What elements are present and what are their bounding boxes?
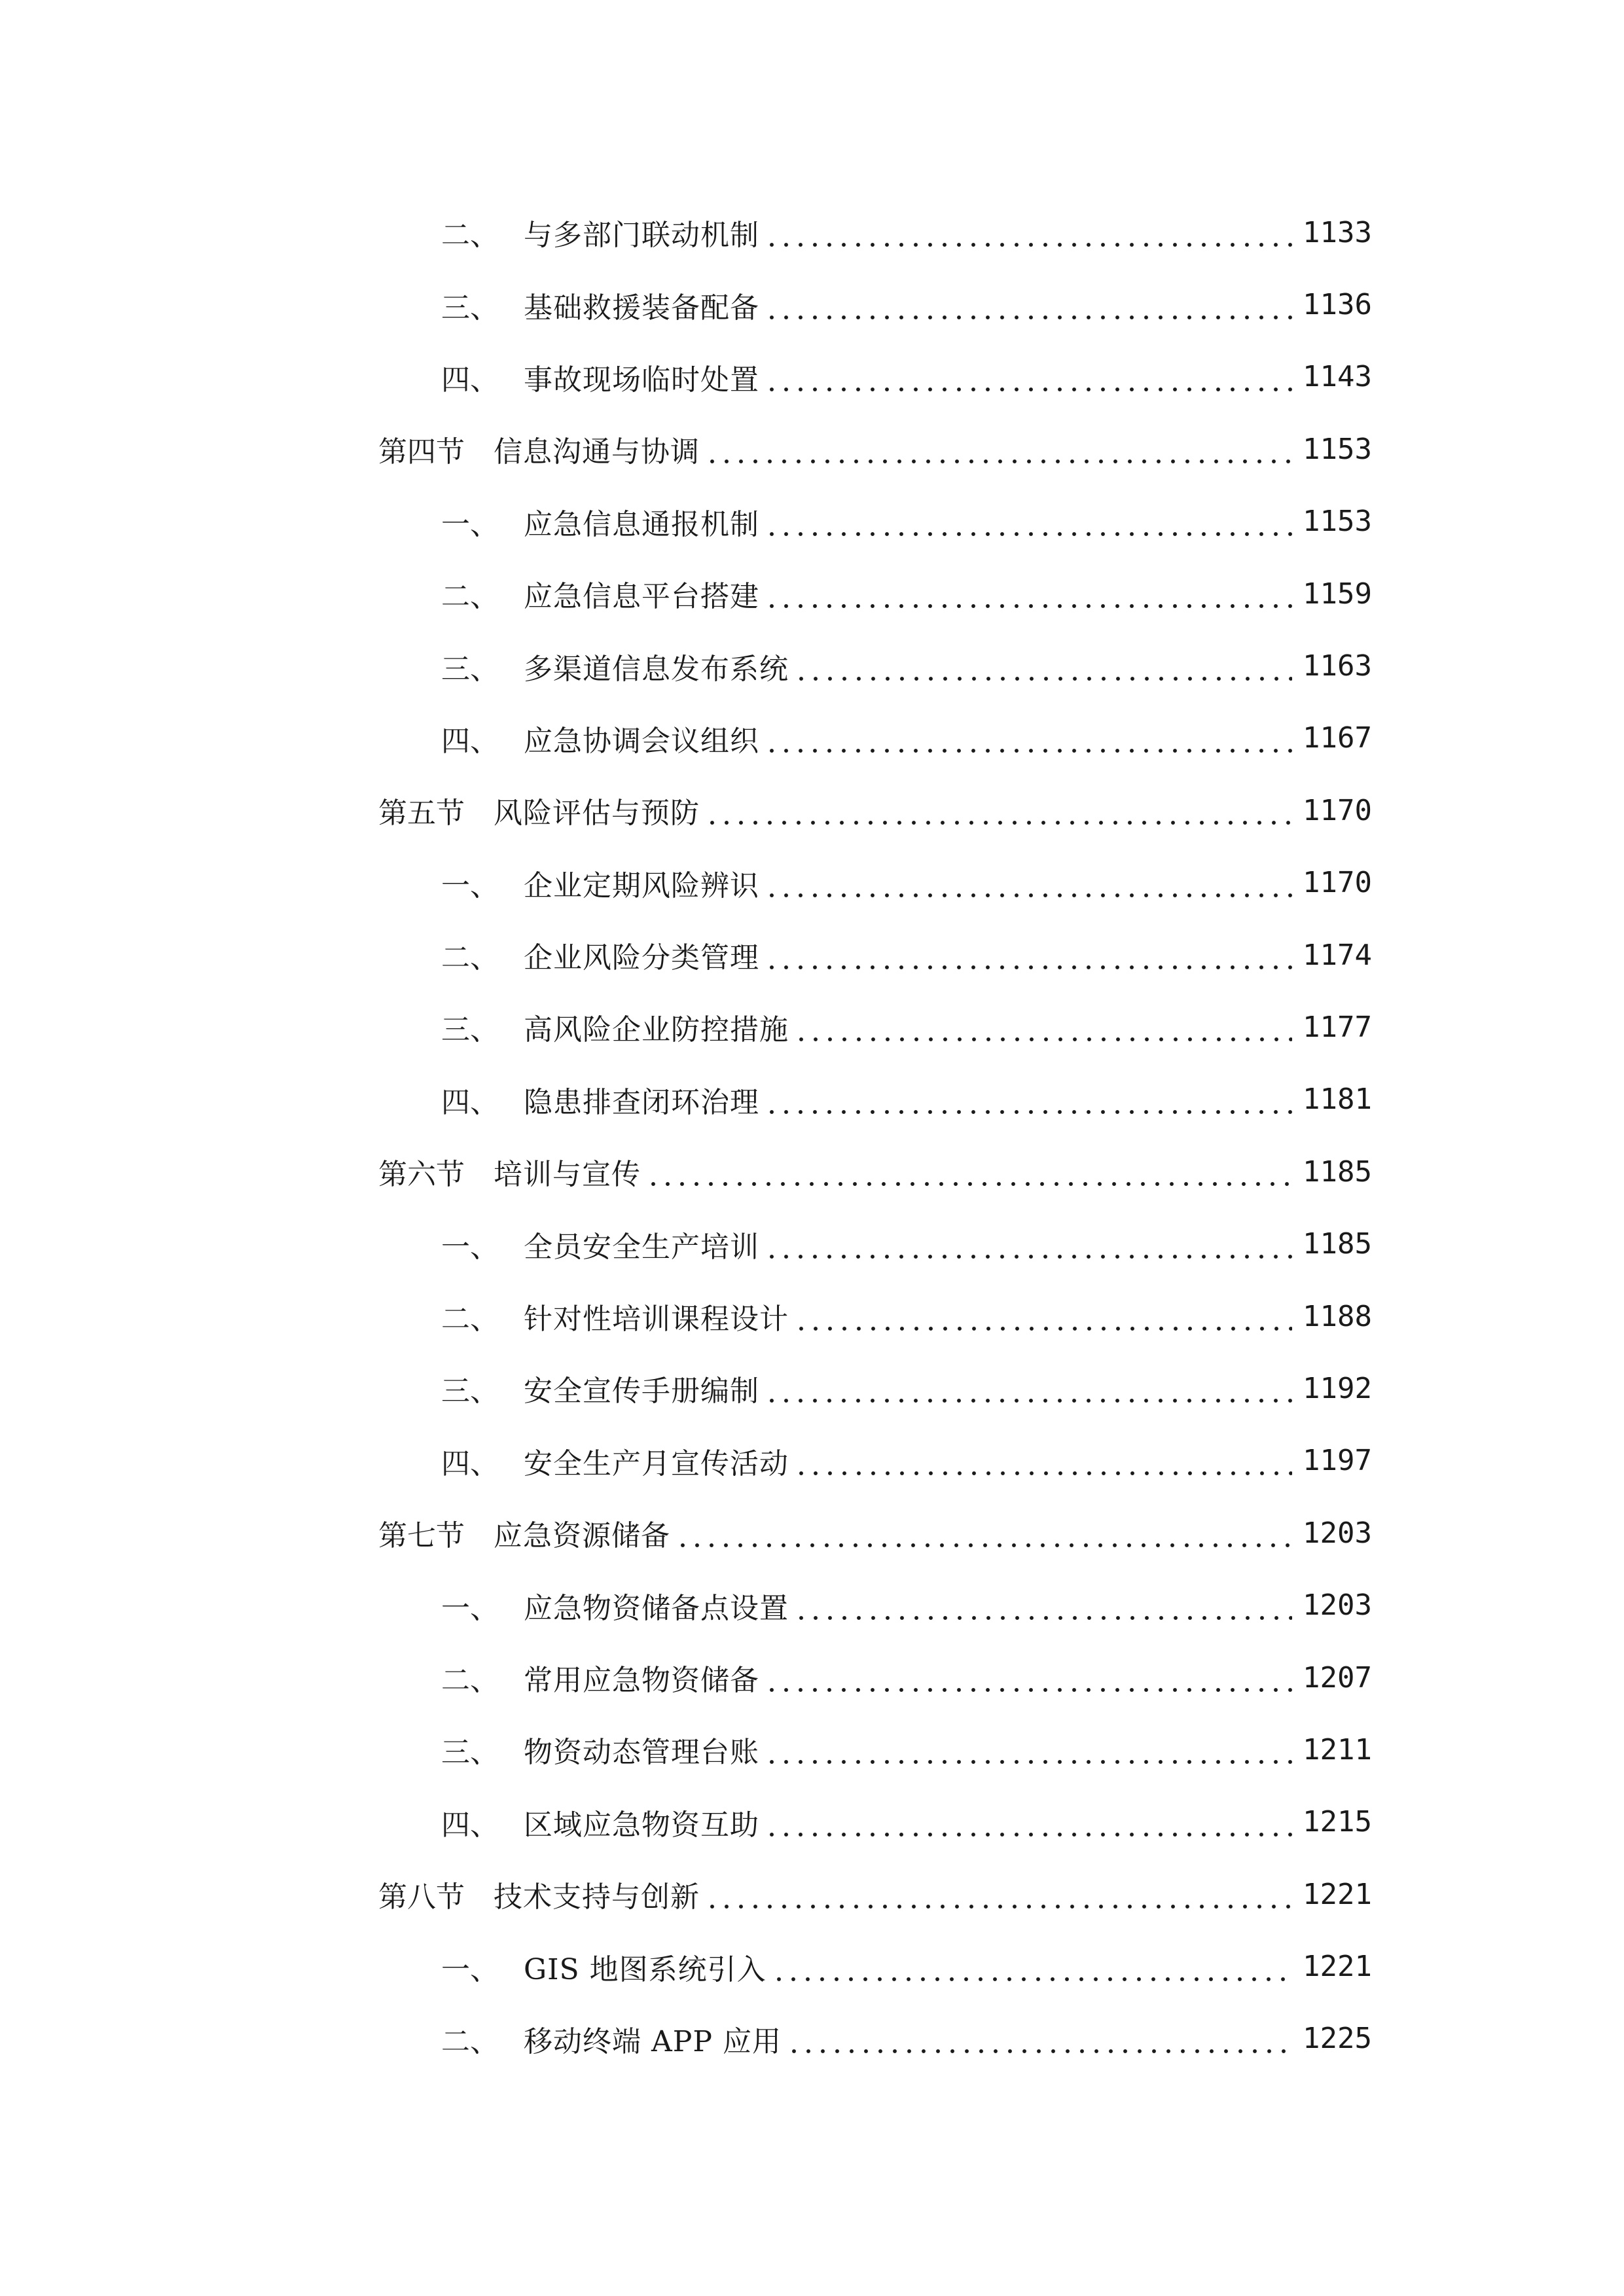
entry-title: 多渠道信息发布系统 xyxy=(524,652,789,686)
entry-number: 二、 xyxy=(441,941,499,975)
toc-entry[interactable] xyxy=(0,1280,1624,1352)
entry-number: 一、 xyxy=(441,1591,499,1625)
section-title: 应急资源储备 xyxy=(494,1519,670,1553)
toc-entry[interactable] xyxy=(0,702,1624,774)
entry-page-number: 1136 xyxy=(1303,288,1372,322)
toc-entry[interactable] xyxy=(0,1352,1624,1424)
toc-entry[interactable] xyxy=(0,558,1624,630)
dot-leader xyxy=(765,1663,1292,1692)
toc-entry[interactable] xyxy=(0,630,1624,702)
section-title: 风险评估与预防 xyxy=(494,797,700,831)
entry-number: 三、 xyxy=(441,1374,499,1408)
dot-leader xyxy=(765,724,1292,753)
entry-title: 事故现场临时处置 xyxy=(524,363,759,397)
entry-page-number: 1153 xyxy=(1303,432,1372,466)
dot-leader xyxy=(765,507,1292,536)
entry-title: 安全生产月宣传活动 xyxy=(524,1446,789,1480)
dot-leader xyxy=(646,1157,1292,1186)
entry-page-number: 1185 xyxy=(1303,1227,1372,1261)
entry-number: 一、 xyxy=(441,1952,499,1986)
entry-title: 企业风险分类管理 xyxy=(524,941,759,975)
dot-leader xyxy=(794,1591,1292,1620)
entry-page-number: 1177 xyxy=(1303,1010,1372,1044)
entry-number: 三、 xyxy=(441,1736,499,1770)
entry-page-number: 1181 xyxy=(1303,1083,1372,1117)
dot-leader xyxy=(765,291,1292,319)
entry-number: 一、 xyxy=(441,1230,499,1264)
entry-title: GIS 地图系统引入 xyxy=(524,1952,767,1986)
entry-page-number: 1221 xyxy=(1303,1950,1372,1984)
entry-title: 高风险企业防控措施 xyxy=(524,1013,789,1047)
entry-title: 基础救援装备配备 xyxy=(524,291,759,325)
dot-leader xyxy=(705,1880,1292,1909)
toc-section-entry[interactable] xyxy=(0,1136,1624,1208)
dot-leader xyxy=(765,869,1292,897)
dot-leader xyxy=(794,1013,1292,1041)
entry-number: 三、 xyxy=(441,652,499,686)
entry-page-number: 1167 xyxy=(1303,721,1372,755)
section-number: 第八节 xyxy=(378,1880,465,1914)
section-number: 第五节 xyxy=(378,797,465,831)
entry-number: 三、 xyxy=(441,1013,499,1047)
entry-title: 企业定期风险辨识 xyxy=(524,869,759,903)
toc-entry[interactable] xyxy=(0,1064,1624,1136)
entry-page-number: 1203 xyxy=(1303,1516,1372,1550)
dot-leader xyxy=(787,2024,1292,2053)
dot-leader xyxy=(765,1230,1292,1259)
toc-entry[interactable] xyxy=(0,341,1624,413)
entry-page-number: 1185 xyxy=(1303,1155,1372,1189)
entry-page-number: 1221 xyxy=(1303,1877,1372,1911)
entry-number: 一、 xyxy=(441,507,499,541)
section-number: 第七节 xyxy=(378,1519,465,1553)
entry-title: 应急信息通报机制 xyxy=(524,507,759,541)
entry-number: 二、 xyxy=(441,219,499,253)
entry-number: 二、 xyxy=(441,1302,499,1336)
toc-entry[interactable] xyxy=(0,1786,1624,1858)
dot-leader xyxy=(794,1302,1292,1331)
entry-title: 应急协调会议组织 xyxy=(524,724,759,758)
dot-leader xyxy=(765,363,1292,391)
toc-entry[interactable] xyxy=(0,1641,1624,1713)
entry-page-number: 1170 xyxy=(1303,793,1372,827)
dot-leader xyxy=(765,1374,1292,1403)
entry-number: 四、 xyxy=(441,1085,499,1119)
entry-number: 四、 xyxy=(441,1808,499,1842)
dot-leader xyxy=(772,1952,1292,1981)
entry-page-number: 1163 xyxy=(1303,649,1372,683)
toc-section-entry[interactable] xyxy=(0,1497,1624,1569)
dot-leader xyxy=(676,1518,1292,1547)
table-of-contents xyxy=(0,196,1624,2075)
entry-title: 隐患排查闭环治理 xyxy=(524,1085,759,1119)
toc-entry[interactable] xyxy=(0,1569,1624,1641)
dot-leader xyxy=(705,435,1292,463)
entry-number: 二、 xyxy=(441,2024,499,2058)
toc-entry[interactable] xyxy=(0,991,1624,1063)
entry-page-number: 1174 xyxy=(1303,938,1372,972)
entry-number: 三、 xyxy=(441,291,499,325)
entry-page-number: 1159 xyxy=(1303,577,1372,611)
entry-page-number: 1211 xyxy=(1303,1732,1372,1767)
entry-title: 物资动态管理台账 xyxy=(524,1736,759,1770)
dot-leader xyxy=(765,218,1292,247)
entry-number: 四、 xyxy=(441,724,499,758)
entry-page-number: 1170 xyxy=(1303,866,1372,900)
section-title: 技术支持与创新 xyxy=(494,1880,700,1914)
entry-title: 与多部门联动机制 xyxy=(524,219,759,253)
toc-section-entry[interactable] xyxy=(0,774,1624,846)
entry-page-number: 1192 xyxy=(1303,1371,1372,1405)
dot-leader xyxy=(765,1808,1292,1837)
entry-title: 移动终端 APP 应用 xyxy=(524,2024,782,2058)
section-number: 第六节 xyxy=(378,1158,465,1192)
entry-page-number: 1188 xyxy=(1303,1299,1372,1333)
entry-title: 应急信息平台搭建 xyxy=(524,580,759,614)
entry-number: 二、 xyxy=(441,1664,499,1697)
toc-entry[interactable] xyxy=(0,919,1624,991)
entry-title: 针对性培训课程设计 xyxy=(524,1302,789,1336)
dot-leader xyxy=(765,1085,1292,1114)
entry-title: 全员安全生产培训 xyxy=(524,1230,759,1264)
dot-leader xyxy=(765,579,1292,608)
dot-leader xyxy=(765,941,1292,969)
dot-leader xyxy=(765,1735,1292,1764)
entry-page-number: 1133 xyxy=(1303,215,1372,249)
entry-number: 一、 xyxy=(441,869,499,903)
toc-entry[interactable] xyxy=(0,2003,1624,2075)
dot-leader xyxy=(794,1446,1292,1475)
entry-number: 四、 xyxy=(441,1446,499,1480)
section-title: 培训与宣传 xyxy=(494,1158,641,1192)
toc-entry[interactable] xyxy=(0,1208,1624,1280)
toc-entry[interactable] xyxy=(0,486,1624,558)
entry-page-number: 1215 xyxy=(1303,1805,1372,1839)
entry-number: 四、 xyxy=(441,363,499,397)
toc-section-entry[interactable] xyxy=(0,1858,1624,1930)
entry-page-number: 1203 xyxy=(1303,1588,1372,1623)
toc-entry[interactable] xyxy=(0,196,1624,268)
entry-title: 应急物资储备点设置 xyxy=(524,1591,789,1625)
section-number: 第四节 xyxy=(378,435,465,469)
toc-entry[interactable] xyxy=(0,1930,1624,2002)
toc-entry[interactable] xyxy=(0,1713,1624,1785)
entry-title: 安全宣传手册编制 xyxy=(524,1374,759,1408)
dot-leader xyxy=(705,796,1292,825)
section-title: 信息沟通与协调 xyxy=(494,435,700,469)
toc-entry[interactable] xyxy=(0,1425,1624,1497)
entry-page-number: 1225 xyxy=(1303,2022,1372,2056)
entry-page-number: 1207 xyxy=(1303,1660,1372,1695)
entry-page-number: 1143 xyxy=(1303,360,1372,394)
entry-title: 区域应急物资互助 xyxy=(524,1808,759,1842)
toc-section-entry[interactable] xyxy=(0,413,1624,485)
entry-title: 常用应急物资储备 xyxy=(524,1664,759,1697)
entry-page-number: 1197 xyxy=(1303,1444,1372,1478)
dot-leader xyxy=(794,652,1292,681)
entry-number: 二、 xyxy=(441,580,499,614)
toc-entry[interactable] xyxy=(0,268,1624,340)
entry-page-number: 1153 xyxy=(1303,505,1372,539)
toc-entry[interactable] xyxy=(0,847,1624,919)
